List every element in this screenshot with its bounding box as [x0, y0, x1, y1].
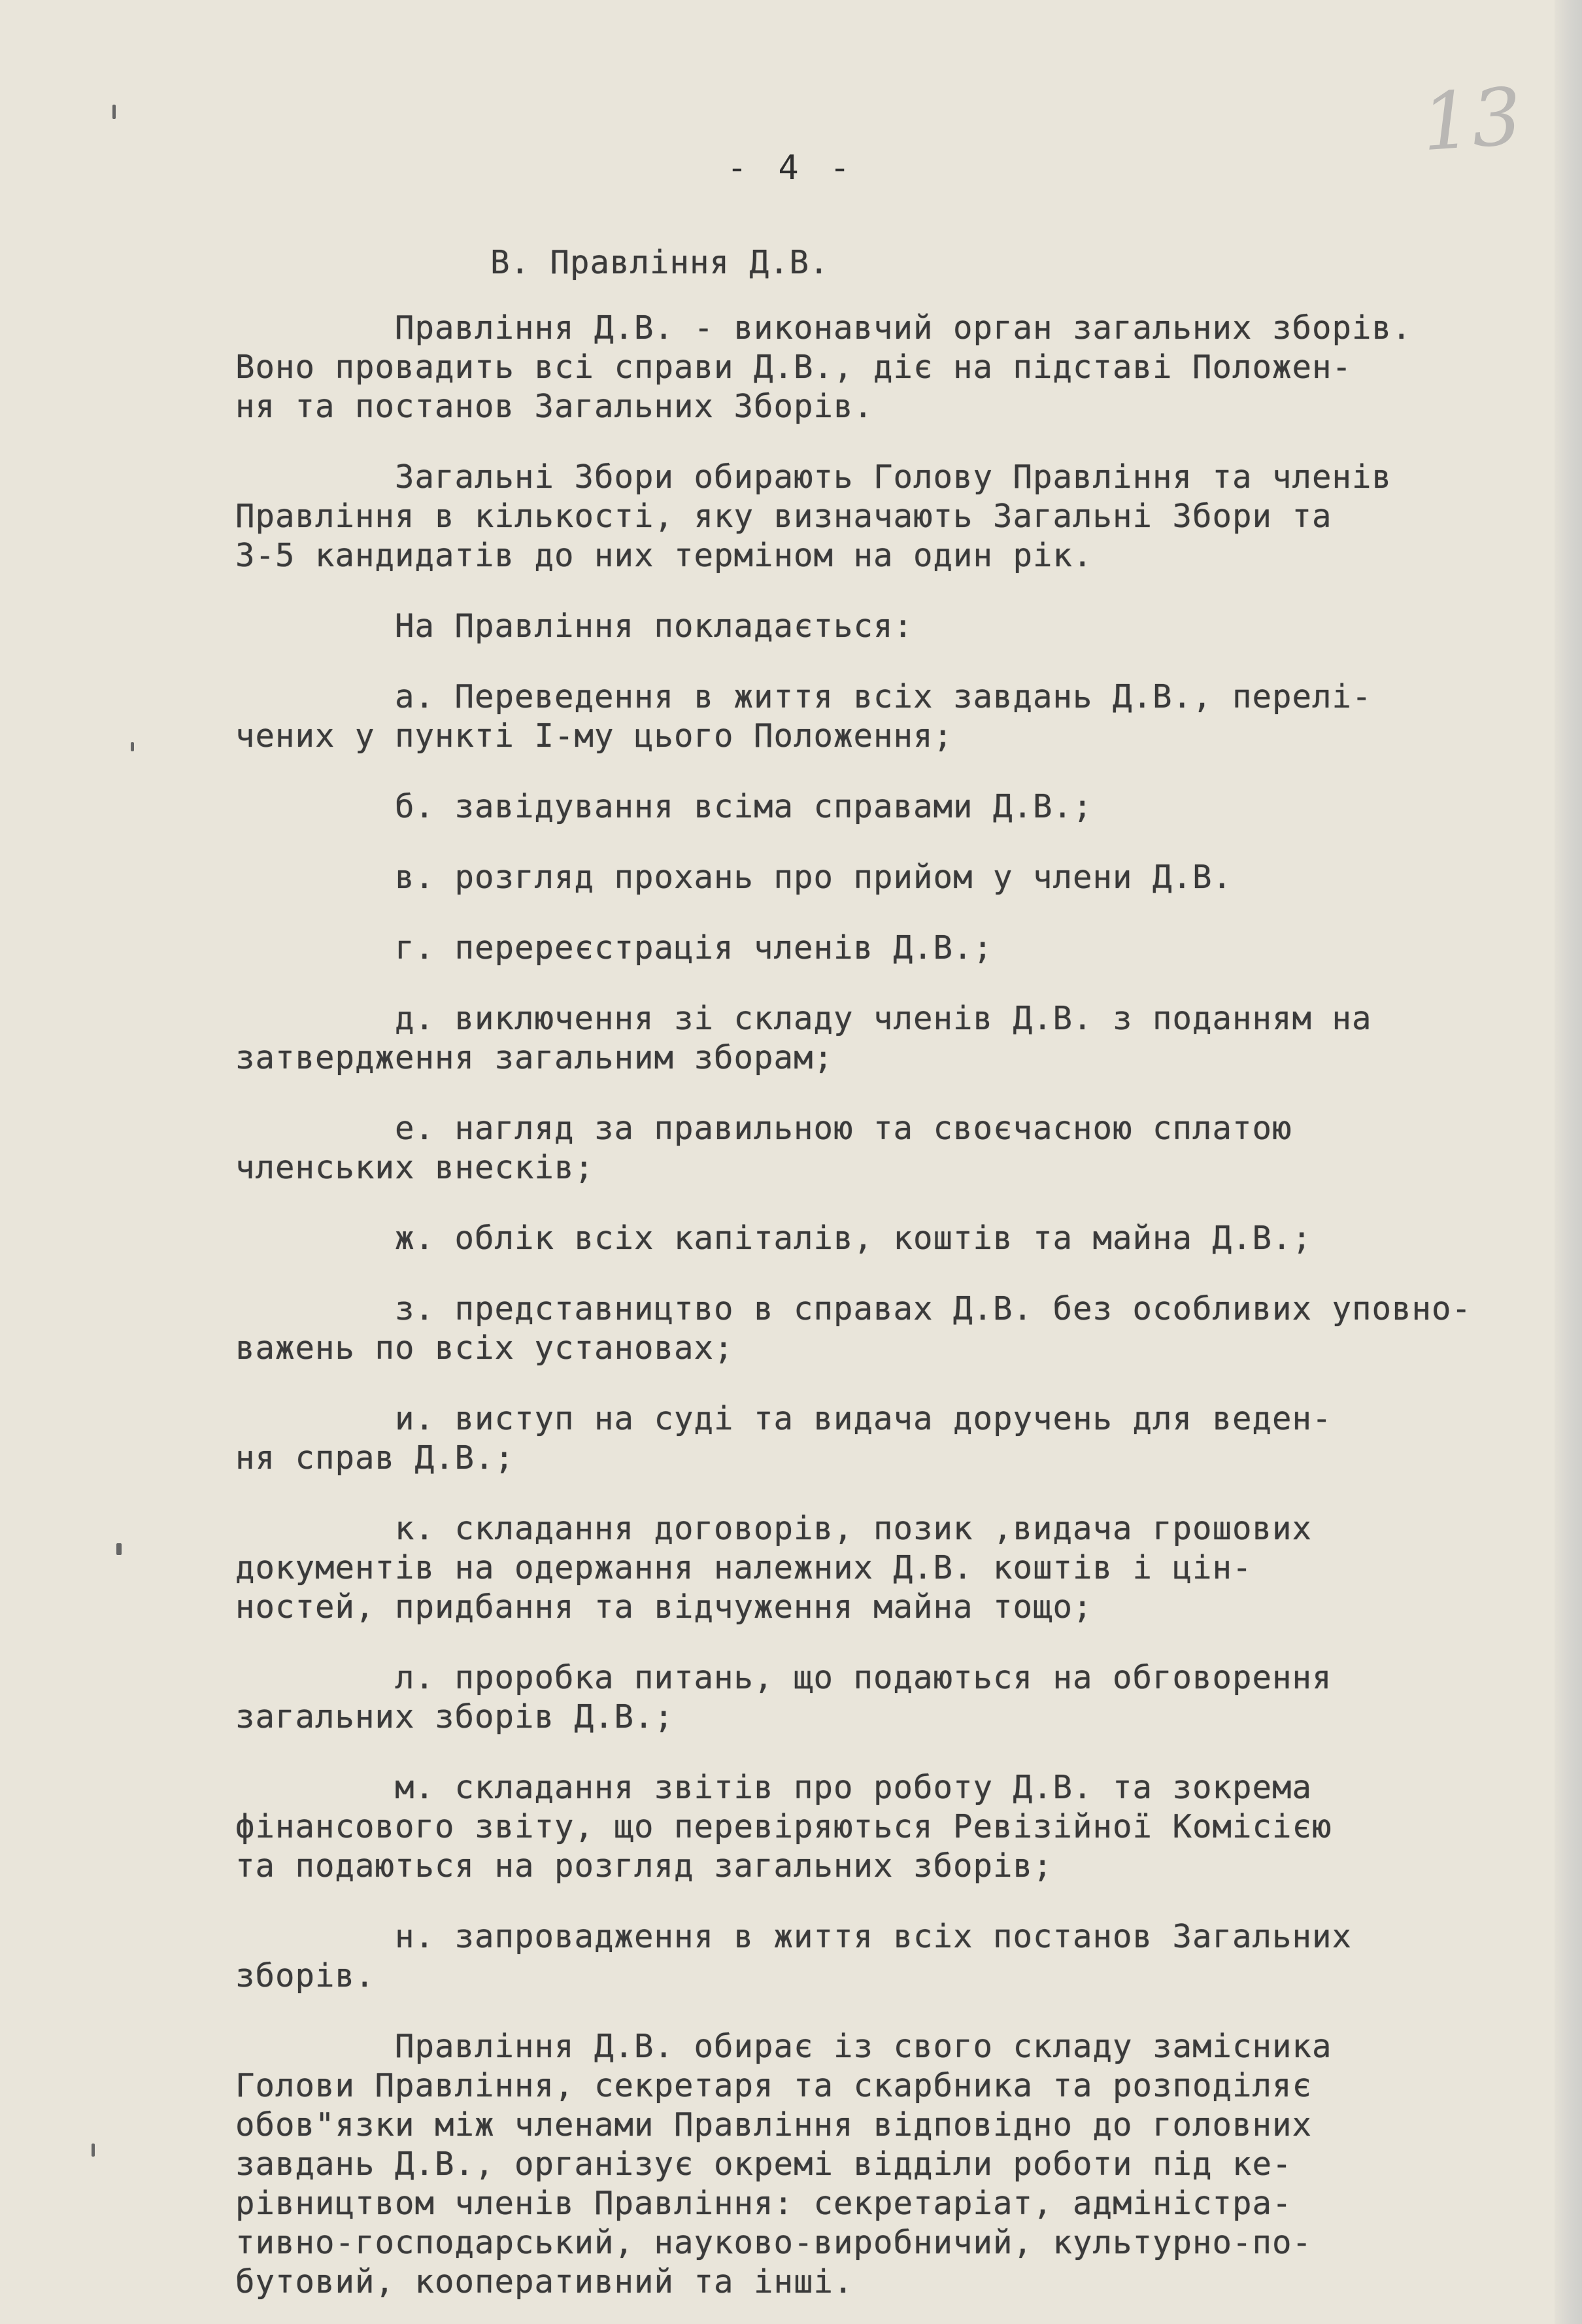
paragraph-gap [235, 1886, 1530, 1917]
paragraph-gap [235, 1996, 1530, 2027]
margin-mark [112, 105, 116, 119]
text-line: бутовий, кооперативний та інші. [235, 2263, 854, 2300]
paragraph-gap [235, 897, 1530, 929]
text-line: Голови Правління, секретаря та скарбника та розподіляє [235, 2067, 1313, 2104]
paragraph-gap [235, 1258, 1530, 1290]
text-line: рівництвом членів Правління: секретаріат, адміністра- [235, 2185, 1292, 2222]
paragraph-gap [235, 1368, 1530, 1399]
paragraph [235, 787, 1530, 827]
text-line: На Правління покладається: [235, 607, 914, 645]
paragraph-gap [235, 1188, 1530, 1219]
text-line: б. завідування всіма справами Д.В.; [235, 788, 1093, 825]
paragraph-gap [235, 1737, 1530, 1768]
page-edge [1555, 0, 1582, 2324]
text-line: з. представництво в справах Д.В. без особливих уповно- [235, 1290, 1472, 1327]
paragraph-gap [235, 1478, 1530, 1509]
text-line: е. нагляд за правильною та своєчасною сплатою [235, 1110, 1292, 1147]
text-line: ностей, придбання та відчуження майна тощо; [235, 1588, 1093, 1626]
paragraph [235, 1219, 1530, 1258]
text-line: Правління Д.В. обирає із свого складу заміcника [235, 2028, 1332, 2065]
page-number: - 4 - [726, 148, 856, 188]
text-line: л. проробка питань, що подаються на обговорення [235, 1659, 1332, 1696]
text-line: и. виступ на суді та видача доручень для веден- [235, 1400, 1332, 1437]
text-line: Правління Д.В. - виконавчий орган загальних зборів. [235, 309, 1412, 347]
paragraph-gap [235, 756, 1530, 787]
text-line: документів на одержання належних Д.В. коштів і цін- [235, 1549, 1253, 1586]
text-line: фінансового звіту, що перевіряються Ревізійної Комісією [235, 1808, 1332, 1845]
paragraph-gap [235, 968, 1530, 999]
folio-number: 13 [1419, 71, 1525, 169]
paragraph [235, 309, 1530, 426]
text-line: в. розгляд прохань про прийом у члени Д.В. [235, 859, 1233, 896]
section-heading: В. Правління Д.В. [490, 244, 830, 281]
text-line: н. запровадження в життя всіх постанов Загальних [235, 1918, 1353, 1955]
text-line: к. складання договорів, позик ,видача грошових [235, 1510, 1313, 1547]
text-line: чених у пункті I-му цього Положення; [235, 717, 954, 755]
text-line: тивно-господарський, науково-виробничий, культурно-по- [235, 2224, 1313, 2261]
text-line: д. виключення зі складу членів Д.В. з поданням на [235, 1000, 1372, 1037]
paragraph-gap [235, 426, 1530, 458]
margin-mark [131, 742, 134, 751]
paragraph [235, 2027, 1530, 2302]
paragraph-list [235, 309, 1530, 2302]
paragraph [235, 1917, 1530, 1996]
paragraph [235, 999, 1530, 1078]
paragraph [235, 1109, 1530, 1188]
paragraph-gap [235, 575, 1530, 607]
text-line: ня та постанов Загальних Зборів. [235, 388, 874, 425]
paragraph [235, 858, 1530, 897]
text-line: ж. облік всіх капіталів, коштів та майна Д.В.; [235, 1220, 1313, 1257]
paragraph [235, 1399, 1530, 1478]
paragraph [235, 607, 1530, 646]
text-line: завдань Д.В., організує окремі відділи роботи під ке- [235, 2145, 1292, 2183]
paragraph-gap [235, 646, 1530, 677]
paragraph-gap [235, 1627, 1530, 1658]
text-line: Воно провадить всі справи Д.В., діє на підставі Положен- [235, 349, 1353, 386]
text-line: затвердження загальним зборам; [235, 1039, 834, 1076]
text-line: Загальні Збори обирають Голову Правління та членів [235, 458, 1392, 496]
margin-mark [116, 1543, 122, 1555]
text-line: зборів. [235, 1957, 375, 1994]
text-line: 3-5 кандидатів до них терміном на один рік. [235, 537, 1093, 574]
paragraph [235, 677, 1530, 756]
text-line: г. перереєстрація членів Д.В.; [235, 929, 994, 966]
text-line: важень по всіх установах; [235, 1329, 734, 1367]
text-line: а. Переведення в життя всіх завдань Д.В., перелі- [235, 678, 1372, 715]
paragraph [235, 1509, 1530, 1627]
margin-mark [92, 2144, 95, 2157]
paragraph [235, 458, 1530, 575]
paragraph [235, 1658, 1530, 1737]
text-line: та подаються на розгляд загальних зборів; [235, 1847, 1053, 1885]
text-line: м. складання звітів про роботу Д.В. та зокрема [235, 1769, 1313, 1806]
paragraph-gap [235, 827, 1530, 858]
paragraph-gap [235, 1078, 1530, 1109]
paragraph [235, 1768, 1530, 1886]
text-line: Правління в кількості, яку визначають Загальні Збори та [235, 498, 1332, 535]
text-line: загальних зборів Д.В.; [235, 1698, 675, 1735]
text-line: ня справ Д.В.; [235, 1439, 515, 1477]
text-line: обов"язки між членами Правління відповідно до головних [235, 2106, 1313, 2144]
document-body [235, 243, 1530, 2302]
text-line: членських внесків; [235, 1149, 595, 1186]
paragraph [235, 929, 1530, 968]
paragraph [235, 1290, 1530, 1368]
